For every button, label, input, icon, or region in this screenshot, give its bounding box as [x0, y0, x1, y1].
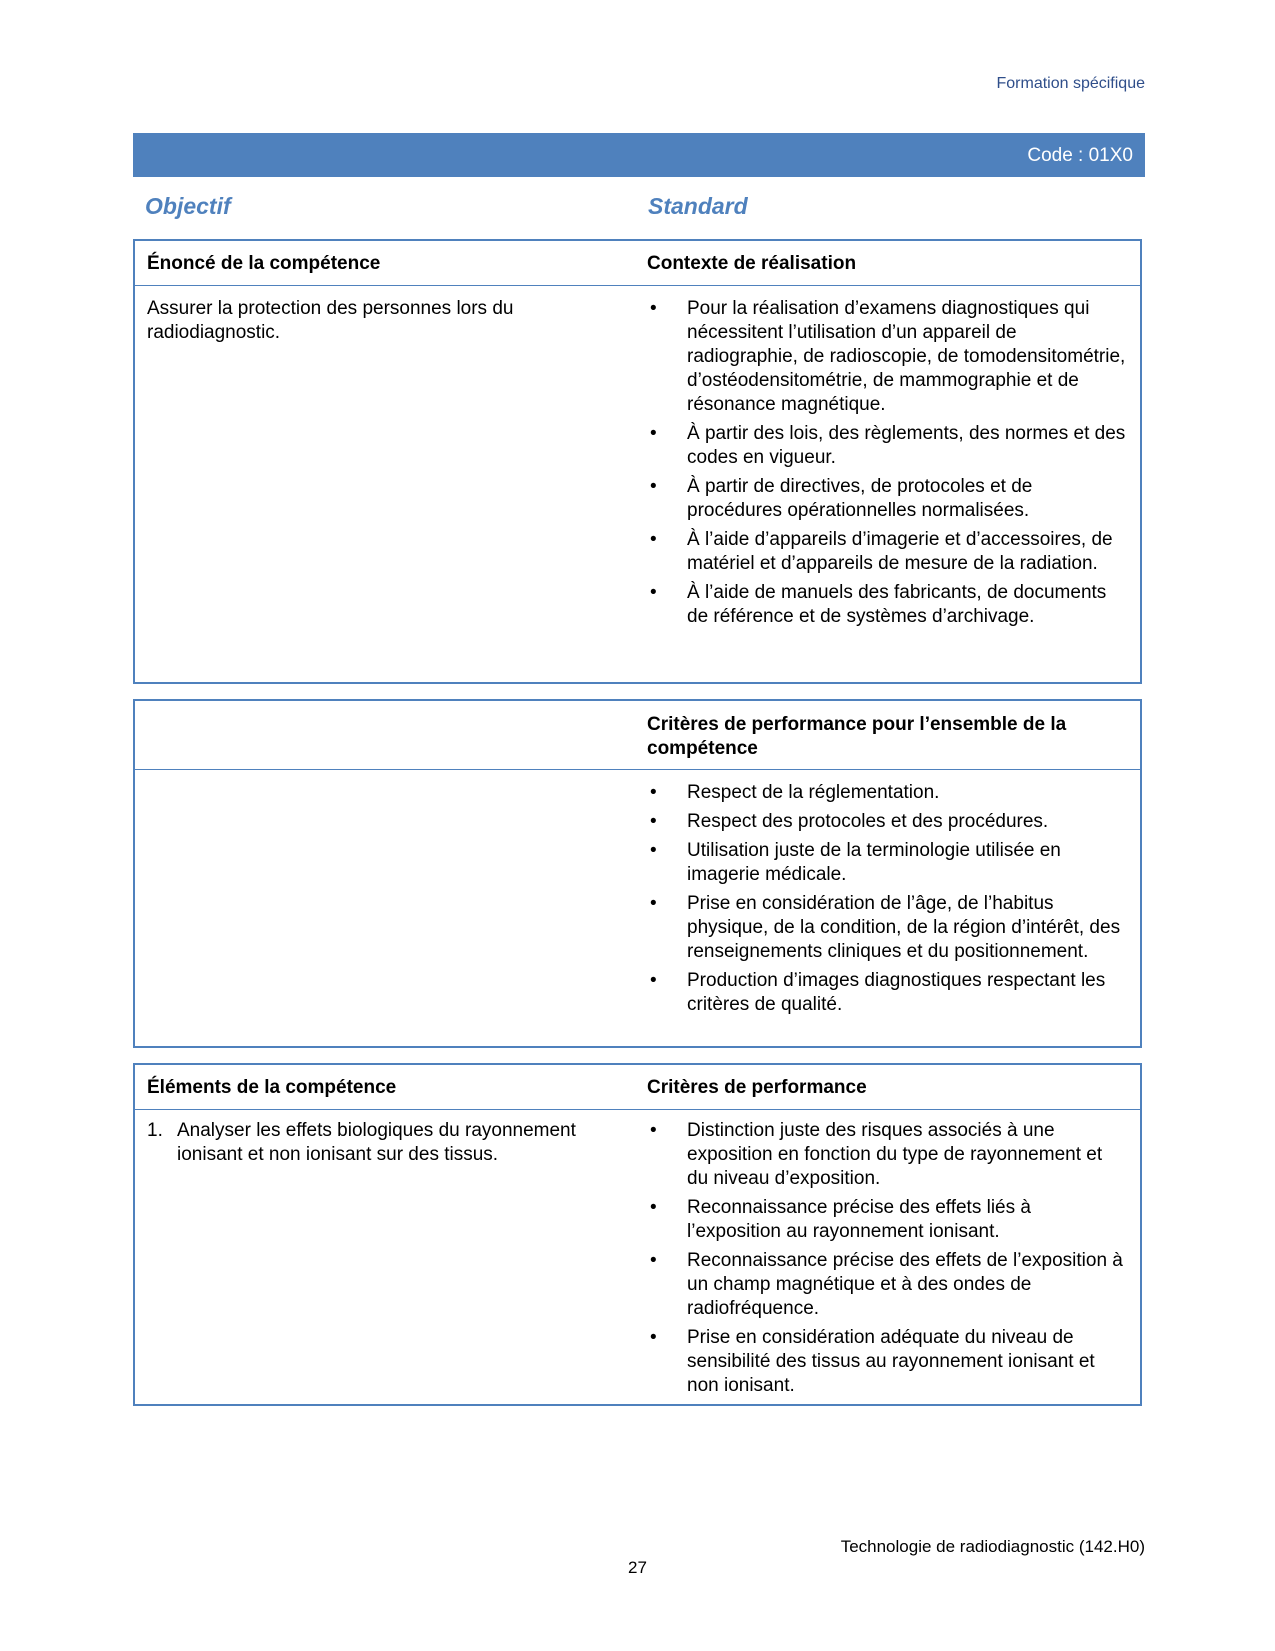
list-item: • Respect des protocoles et des procédures. [647, 810, 1127, 834]
element-number: 1. [147, 1120, 163, 1141]
list-item: • Pour la réalisation d’examens diagnostiques qui nécessitent l’utilisation d’un appareil de radiographie, de radioscopie, de tomodensitométrie, d’ostéodensitométrie, de mammographie et de résonance magnétique. [647, 297, 1127, 417]
context-list [647, 297, 1127, 634]
list-item: • Prise en considération adéquate du niveau de sensibilité des tissus au rayonnement ionisant et non ionisant. [647, 1326, 1127, 1398]
global-criteria-header [135, 701, 1140, 770]
elements-header: Éléments de la compétence [147, 1077, 397, 1098]
page-number: 27 [628, 1558, 647, 1577]
element-text: Analyser les effets biologiques du rayonnement ionisant et non ionisant sur des tissus. [177, 1120, 576, 1165]
program-title: Technologie de radiodiagnostic (142.H0) [840, 1537, 1145, 1556]
list-item: • Production d’images diagnostiques respectant les critères de qualité. [647, 969, 1127, 1017]
element-item [147, 1119, 617, 1167]
competency-code: Code : 01X0 [1027, 145, 1133, 166]
list-item: • Utilisation juste de la terminologie utilisée en imagerie médicale. [647, 839, 1127, 887]
statement-header: Énoncé de la compétence [147, 253, 381, 274]
standard-title: Standard [648, 193, 748, 219]
list-item: • Distinction juste des risques associés à une exposition en fonction du type de rayonnement et du niveau d’exposition. [647, 1119, 1127, 1191]
list-item: • Respect de la réglementation. [647, 781, 1127, 805]
criteria-list [647, 1119, 1127, 1403]
competence-box [133, 239, 1142, 684]
list-item: • Reconnaissance précise des effets liés à l’exposition au rayonnement ionisant. [647, 1196, 1127, 1244]
competence-statement: Assurer la protection des personnes lors du radiodiagnostic. [147, 298, 514, 343]
criteria-header: Critères de performance [647, 1077, 867, 1098]
global-criteria-list [647, 781, 1127, 1022]
column-titles [145, 193, 1145, 221]
elements-box [133, 1063, 1142, 1406]
context-header: Contexte de réalisation [647, 253, 857, 274]
section-label: Formation spécifique [996, 75, 1145, 92]
objectif-title: Objectif [145, 193, 231, 219]
list-item: • À partir de directives, de protocoles et de procédures opérationnelles normalisées. [647, 475, 1127, 523]
competence-box-header [135, 241, 1140, 286]
list-item: • À l’aide d’appareils d’imagerie et d’accessoires, de matériel et d’appareils de mesure de la radiation. [647, 528, 1127, 576]
code-bar [133, 133, 1145, 177]
global-criteria-title: Critères de performance pour l’ensemble de la compétence [647, 714, 1067, 759]
list-item: • À l’aide de manuels des fabricants, de documents de référence et de systèmes d’archivage. [647, 581, 1127, 629]
list-item: • À partir des lois, des règlements, des normes et des codes en vigueur. [647, 422, 1127, 470]
list-item: • Reconnaissance précise des effets de l’exposition à un champ magnétique et à des ondes de radiofréquence. [647, 1249, 1127, 1321]
global-criteria-box [133, 699, 1142, 1048]
elements-box-header [135, 1065, 1140, 1110]
list-item: • Prise en considération de l’âge, de l’habitus physique, de la condition, de la région d’intérêt, des renseignements cliniques et du positionnement. [647, 892, 1127, 964]
